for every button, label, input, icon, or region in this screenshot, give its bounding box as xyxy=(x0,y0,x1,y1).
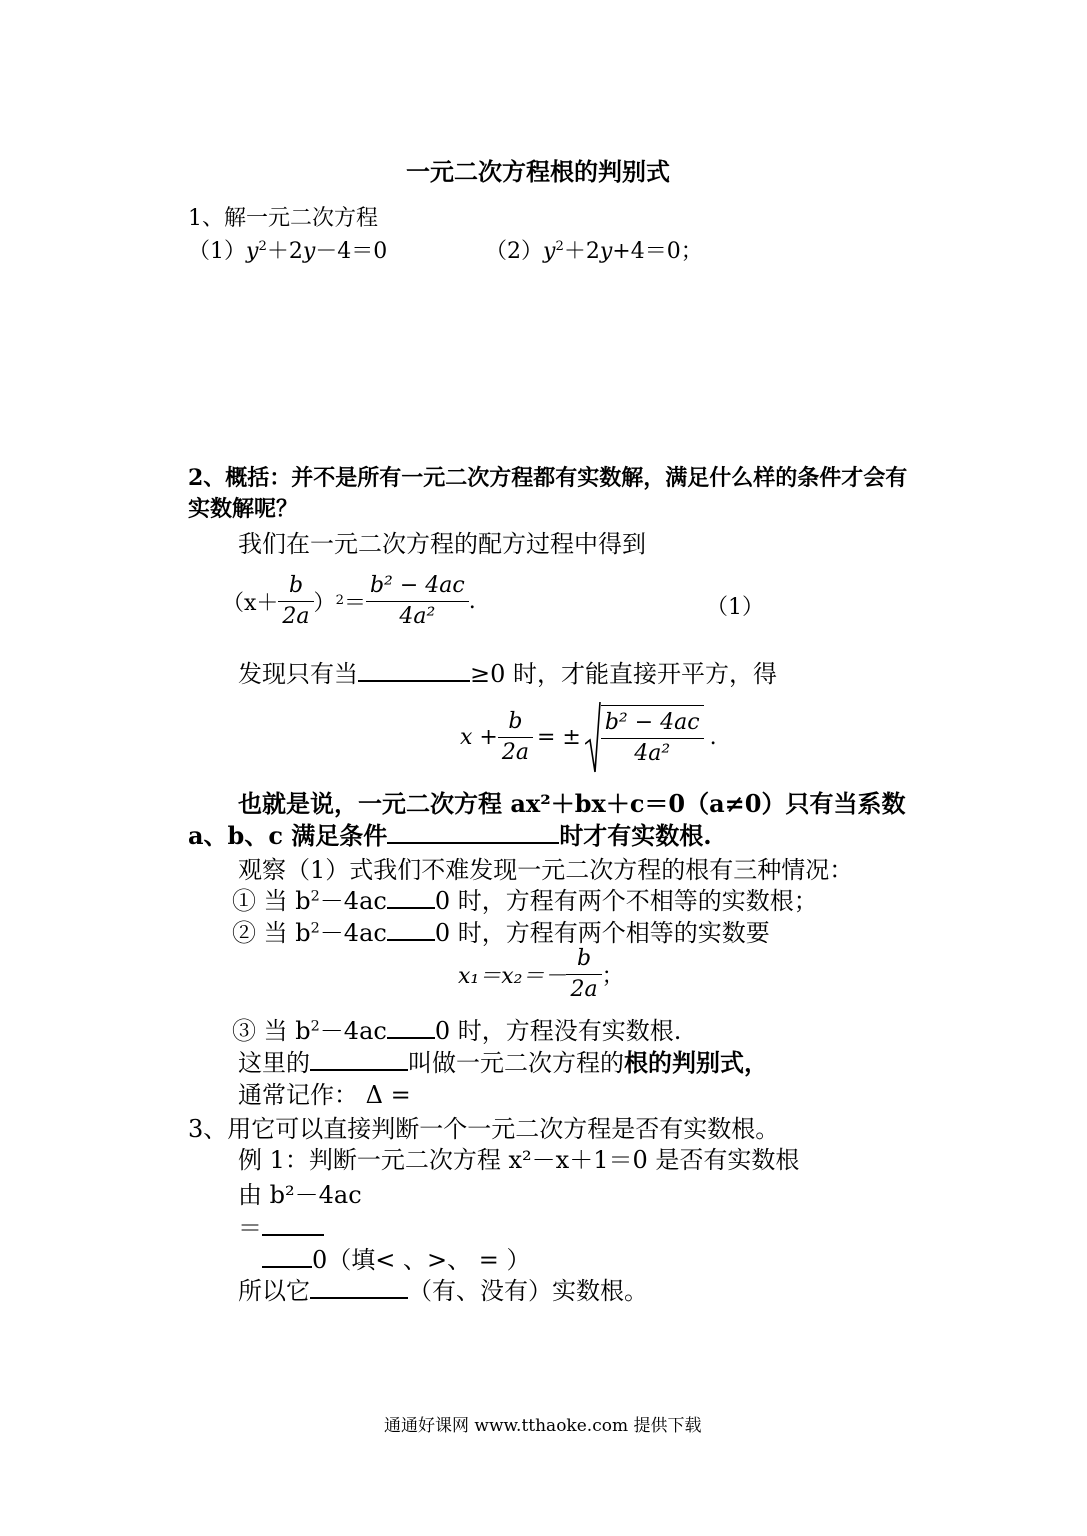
case2-expr-tail: －4ac xyxy=(319,919,387,947)
case-3: ③ 当 $b^2-4ac$ 0 时，方程没有实数根. xyxy=(232,1017,682,1045)
find-suffix: ≥0 时，才能直接开平方，得 xyxy=(470,660,778,688)
equals-sign: ＝ xyxy=(238,1214,262,1242)
statement-line1: 也就是说，一元二次方程 ax²＋bx＋c＝0（a≠0）只有当系数 xyxy=(238,789,906,818)
here-bold: 根的判别式， xyxy=(624,1048,768,1077)
here-line xyxy=(238,1043,768,1078)
section2-heading-line2: 实数解呢？ xyxy=(188,496,299,522)
notation-line: 通常记作： Δ = xyxy=(238,1081,411,1109)
formula2-num: b xyxy=(508,708,523,734)
eq2-label: （2） xyxy=(485,239,543,264)
formula1-num: b xyxy=(288,573,304,598)
section2-heading-line1: 2、概括：并不是所有一元二次方程都有实数解，满足什么样的条件才会有 xyxy=(188,465,908,491)
find-line xyxy=(238,654,777,689)
case1-expr-tail: －4ac xyxy=(319,887,387,915)
formula2-lhs: x + xyxy=(460,724,498,750)
blank-compare[interactable] xyxy=(262,1265,312,1268)
statement-suffix: 时才有实数根. xyxy=(559,821,712,850)
eq1-var: y xyxy=(246,239,259,264)
case3-expr-tail: －4ac xyxy=(319,1017,387,1045)
conclusion-line xyxy=(238,1271,648,1306)
root-eq: x₁＝x₂＝－ xyxy=(458,963,567,989)
case2-mark: ② xyxy=(232,919,256,947)
observe-text: 观察（1）式我们不难发现一元二次方程的根有三种情况： xyxy=(238,856,854,884)
case-2: ② 当 $b^2-4ac$ 0 时，方程有两个相等的实数要 xyxy=(232,919,770,947)
statement-prefix: a、b、c 满足条件 xyxy=(188,821,388,850)
root-frac xyxy=(566,944,601,1004)
footer-text: 通通好课网 www.tthaoke.com 提供下载 xyxy=(384,1416,702,1436)
formula-1: （x＋ $\frac{b}{2a}$ ） 2 ＝ $\frac{\text{b² − 4ac}}{\text{4a²}}$ . xyxy=(222,571,476,631)
blank-value[interactable] xyxy=(262,1233,324,1236)
formula1-eq: ＝ xyxy=(343,590,366,616)
case2-text: 0 时，方程有两个相等的实数要 xyxy=(434,919,770,947)
root-den: 2a xyxy=(570,976,598,1002)
find-prefix: 发现只有当 xyxy=(238,660,358,688)
blank-case2[interactable] xyxy=(387,938,435,941)
formula2-frac xyxy=(498,707,533,767)
formula2-eq: = ± xyxy=(536,724,581,750)
formula1-den: 2a xyxy=(282,603,310,629)
blank-case1[interactable] xyxy=(387,906,435,909)
fill-text: 0（填< 、>、 = ） xyxy=(312,1246,531,1274)
formula1-label: （1） xyxy=(706,595,764,620)
formula1-end: . xyxy=(468,588,476,614)
here-prefix: 这里的 xyxy=(238,1049,310,1077)
case1-text: 0 时，方程有两个不相等的实数根； xyxy=(434,887,818,915)
blank-condition[interactable] xyxy=(387,841,559,844)
fill-line xyxy=(262,1240,530,1275)
case3-text: 0 时，方程没有实数根. xyxy=(434,1017,682,1045)
here-suffix: 叫做一元二次方程的 xyxy=(408,1049,624,1077)
root-end: ； xyxy=(601,963,624,989)
formula2-rad-den: 4a² xyxy=(634,741,671,766)
eq2-var: y xyxy=(543,239,556,264)
case1-expr: 当 b xyxy=(263,887,311,915)
formula1-open: （x＋ xyxy=(222,590,279,616)
formula1-rhs xyxy=(366,571,469,631)
formula1-close: ） xyxy=(313,590,336,616)
eq2-var2: y xyxy=(599,239,613,264)
formula-2 xyxy=(460,700,717,774)
statement-line2 xyxy=(188,816,712,851)
sqrt-sign-icon xyxy=(585,700,601,774)
eq2-rest: ＋2 xyxy=(563,239,600,264)
eq2-tail: +4＝0； xyxy=(612,239,703,264)
eq1-rest: ＋2 xyxy=(266,239,303,264)
formula2-end: . xyxy=(709,724,717,750)
formula1-rhs-num: b² − 4ac xyxy=(369,573,465,598)
so-prefix: 所以它 xyxy=(238,1277,310,1305)
blank-here[interactable] xyxy=(310,1068,408,1071)
blank-has-roots[interactable] xyxy=(310,1296,408,1299)
blank-discriminant[interactable] xyxy=(358,679,470,682)
example-line: 例 1：判断一元二次方程 x²－x＋1＝0 是否有实数根 xyxy=(238,1146,800,1174)
page-title: 一元二次方程根的判别式 xyxy=(406,157,670,186)
blank-case3[interactable] xyxy=(387,1036,435,1039)
formula1-frac xyxy=(278,571,313,631)
formula1-rhs-den: 4a² xyxy=(399,603,436,629)
eq1-var2: y xyxy=(302,239,316,264)
formula2-rad-num: b² − 4ac xyxy=(604,710,700,736)
eq1-tail: －4＝0 xyxy=(315,239,388,264)
equals-line xyxy=(238,1208,324,1243)
root-num: b xyxy=(576,946,592,971)
section3-heading: 3、用它可以直接判断一个一元二次方程是否有实数根。 xyxy=(188,1115,780,1143)
case-1: ① 当 $b^2-4ac$ 0 时，方程有两个不相等的实数根； xyxy=(232,887,818,915)
eq1-label: （1） xyxy=(188,239,246,264)
equation-1: $(1)y^2+2y-4=0$ xyxy=(188,239,388,264)
by-line: 由 b²－4ac xyxy=(238,1181,362,1209)
formula2-radicand xyxy=(601,705,704,768)
formula2-den: 2a xyxy=(501,739,529,765)
case3-mark: ③ xyxy=(232,1017,256,1045)
so-suffix: （有、没有）实数根。 xyxy=(408,1277,648,1305)
equation-2: $(2)y^2+2y+4=0$； xyxy=(485,239,703,264)
case1-mark: ① xyxy=(232,887,256,915)
root-equation xyxy=(458,944,624,1004)
case3-expr: 当 b xyxy=(263,1017,311,1045)
intro-text: 我们在一元二次方程的配方过程中得到 xyxy=(238,530,646,558)
section1-heading: 1、解一元二次方程 xyxy=(188,206,378,231)
case2-expr: 当 b xyxy=(263,919,311,947)
